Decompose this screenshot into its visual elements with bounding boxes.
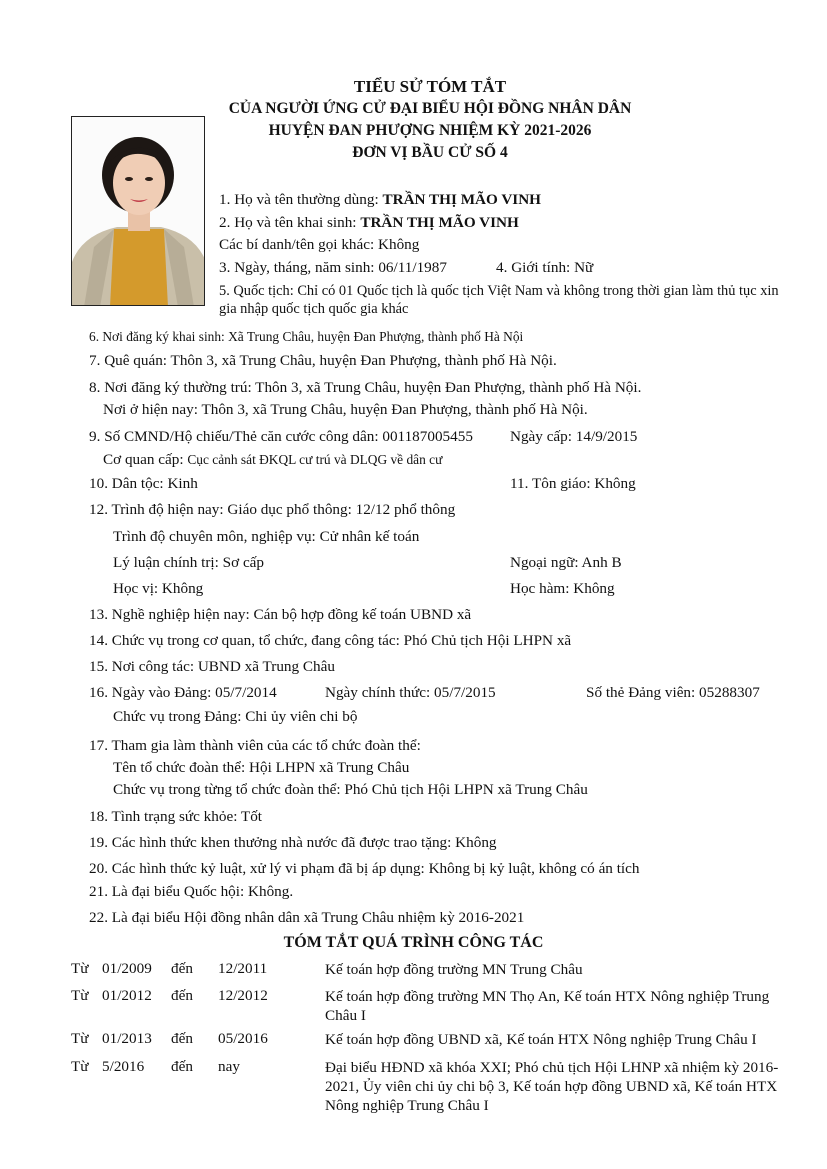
field-organizations: 17. Tham gia làm thành viên của các tổ chức đoàn thể:	[89, 737, 421, 754]
field-profession-level: Trình độ chuyên môn, nghiệp vụ: Cử nhân kế toán	[113, 528, 420, 545]
work-history-title: TÓM TẮT QUÁ TRÌNH CÔNG TÁC	[283, 934, 544, 951]
field-workplace: 15. Nơi công tác: UBND xã Trung Châu	[89, 658, 335, 675]
field-label: 2. Họ và tên khai sinh:	[219, 214, 357, 231]
work-description: Đại biểu HĐND xã khóa XXI; Phó chủ tịch Hội LHNP xã nhiệm kỳ 2016-2021, Ủy viên chi ủy chi bộ 3, Kế toán hợp đồng UBND xã, Kế toán HTX Nông nghiệp Trung Châu I	[325, 1059, 779, 1114]
field-foreign-language: Ngoại ngữ: Anh B	[510, 554, 622, 571]
field-organization-role: Chức vụ trong từng tổ chức đoàn thể: Phó Chủ tịch Hội LHPN xã Trung Châu	[113, 781, 588, 798]
birthdate-value: 06/11/1987	[378, 259, 447, 276]
from-word: Từ	[71, 987, 89, 1004]
to-word: đến	[171, 1030, 193, 1047]
field-label: 4. Giới tính:	[496, 259, 571, 276]
field-label: 3. Ngày, tháng, năm sinh:	[219, 259, 375, 276]
to-word: đến	[171, 1058, 193, 1075]
document-title: TIỂU SỬ TÓM TẮT	[353, 77, 507, 96]
field-council-member: 22. Là đại biểu Hội đồng nhân dân xã Trung Châu nhiệm kỳ 2016-2021	[89, 909, 525, 926]
work-description: Kế toán hợp đồng trường MN Thọ An, Kế toán HTX Nông nghiệp Trung Châu I	[325, 988, 770, 1024]
field-alias	[219, 236, 419, 254]
birth-name-value: TRẦN THỊ MÃO VINH	[360, 214, 519, 231]
field-education: 12. Trình độ hiện nay: Giáo dục phổ thông: 12/12 phổ thông	[89, 501, 456, 518]
field-gender	[496, 259, 593, 277]
field-hometown: 7. Quê quán: Thôn 3, xã Trung Châu, huyện Đan Phượng, thành phố Hà Nội.	[89, 352, 557, 369]
field-party-join-date: 16. Ngày vào Đảng: 05/7/2014	[89, 684, 277, 701]
common-name-value: TRẦN THỊ MÃO VINH	[382, 191, 541, 208]
field-party-card-number: Số thẻ Đảng viên: 05288307	[586, 684, 760, 701]
field-political-theory: Lý luận chính trị: Sơ cấp	[113, 554, 265, 571]
field-religion: 11. Tôn giáo: Không	[510, 475, 636, 492]
header-line-3: HUYỆN ĐAN PHƯỢNG NHIỆM KỲ 2021-2026	[268, 122, 592, 139]
id-issuer-value: Cục cảnh sát ĐKQL cư trú và DLQG về dân cư	[187, 452, 443, 467]
field-label: Các bí danh/tên gọi khác:	[219, 236, 375, 253]
field-academic-rank: Học hàm: Không	[510, 580, 615, 597]
gender-value: Nữ	[574, 259, 594, 276]
to-word: đến	[171, 960, 193, 977]
field-academic-degree: Học vị: Không	[113, 580, 204, 597]
work-description: Kế toán hợp đồng UBND xã, Kế toán HTX Nông nghiệp Trung Châu I	[325, 1031, 757, 1048]
from-date: 5/2016	[102, 1058, 145, 1075]
to-date: 12/2012	[218, 987, 268, 1004]
header-line-4: ĐƠN VỊ BẦU CỬ SỐ 4	[352, 144, 508, 161]
from-word: Từ	[71, 1030, 89, 1047]
field-birth-name	[219, 214, 519, 232]
work-description: Kế toán hợp đồng trường MN Trung Châu	[325, 961, 583, 978]
field-nationality: 5. Quốc tịch: Chỉ có 01 Quốc tịch là quốc tịch Việt Nam và không trong thời gian làm thủ tục xin gia nhập quốc tịch quốc gia khác	[219, 283, 779, 317]
to-date: 05/2016	[218, 1030, 268, 1047]
to-word: đến	[171, 987, 193, 1004]
field-id-issuer	[103, 451, 442, 469]
field-party-official-date: Ngày chính thức: 05/7/2015	[325, 684, 496, 701]
portrait-photo	[71, 116, 205, 306]
field-permanent-residence: 8. Nơi đăng ký thường trú: Thôn 3, xã Trung Châu, huyện Đan Phượng, thành phố Hà Nội.	[89, 379, 642, 396]
field-national-assembly: 21. Là đại biểu Quốc hội: Không.	[89, 883, 294, 900]
field-id-number: 9. Số CMND/Hộ chiếu/Thẻ căn cước công dân: 001187005455	[89, 428, 473, 445]
field-birthdate	[219, 259, 447, 277]
field-organization-name: Tên tổ chức đoàn thể: Hội LHPN xã Trung Châu	[113, 759, 410, 776]
field-birth-registration: 6. Nơi đăng ký khai sinh: Xã Trung Châu, huyện Đan Phượng, thành phố Hà Nội	[89, 329, 524, 344]
header-line-2: CỦA NGƯỜI ỨNG CỬ ĐẠI BIỂU HỘI ĐỒNG NHÂN DÂN	[228, 100, 632, 117]
to-date: 12/2011	[218, 960, 268, 977]
field-id-issue-date: Ngày cấp: 14/9/2015	[510, 428, 638, 445]
field-discipline: 20. Các hình thức kỷ luật, xử lý vi phạm đã bị áp dụng: Không bị kỷ luật, không có án tích	[89, 860, 640, 877]
field-occupation: 13. Nghề nghiệp hiện nay: Cán bộ hợp đồng kế toán UBND xã	[89, 606, 472, 623]
alias-value: Không	[378, 236, 420, 253]
from-word: Từ	[71, 960, 89, 977]
from-date: 01/2009	[102, 960, 152, 977]
field-awards: 19. Các hình thức khen thưởng nhà nước đã được trao tặng: Không	[89, 834, 497, 851]
portrait-illustration	[72, 117, 205, 306]
field-common-name	[219, 191, 541, 209]
field-label: 1. Họ và tên thường dùng:	[219, 191, 379, 208]
field-ethnicity: 10. Dân tộc: Kinh	[89, 475, 198, 492]
field-current-residence: Nơi ở hiện nay: Thôn 3, xã Trung Châu, huyện Đan Phượng, thành phố Hà Nội.	[103, 401, 588, 418]
from-word: Từ	[71, 1058, 89, 1075]
field-position: 14. Chức vụ trong cơ quan, tổ chức, đang công tác: Phó Chủ tịch Hội LHPN xã	[89, 632, 572, 649]
field-party-role: Chức vụ trong Đảng: Chi ủy viên chi bộ	[113, 708, 358, 725]
from-date: 01/2012	[102, 987, 152, 1004]
to-date: nay	[218, 1058, 240, 1075]
field-label: Cơ quan cấp:	[103, 451, 184, 468]
from-date: 01/2013	[102, 1030, 152, 1047]
field-health: 18. Tình trạng sức khỏe: Tốt	[89, 808, 263, 825]
